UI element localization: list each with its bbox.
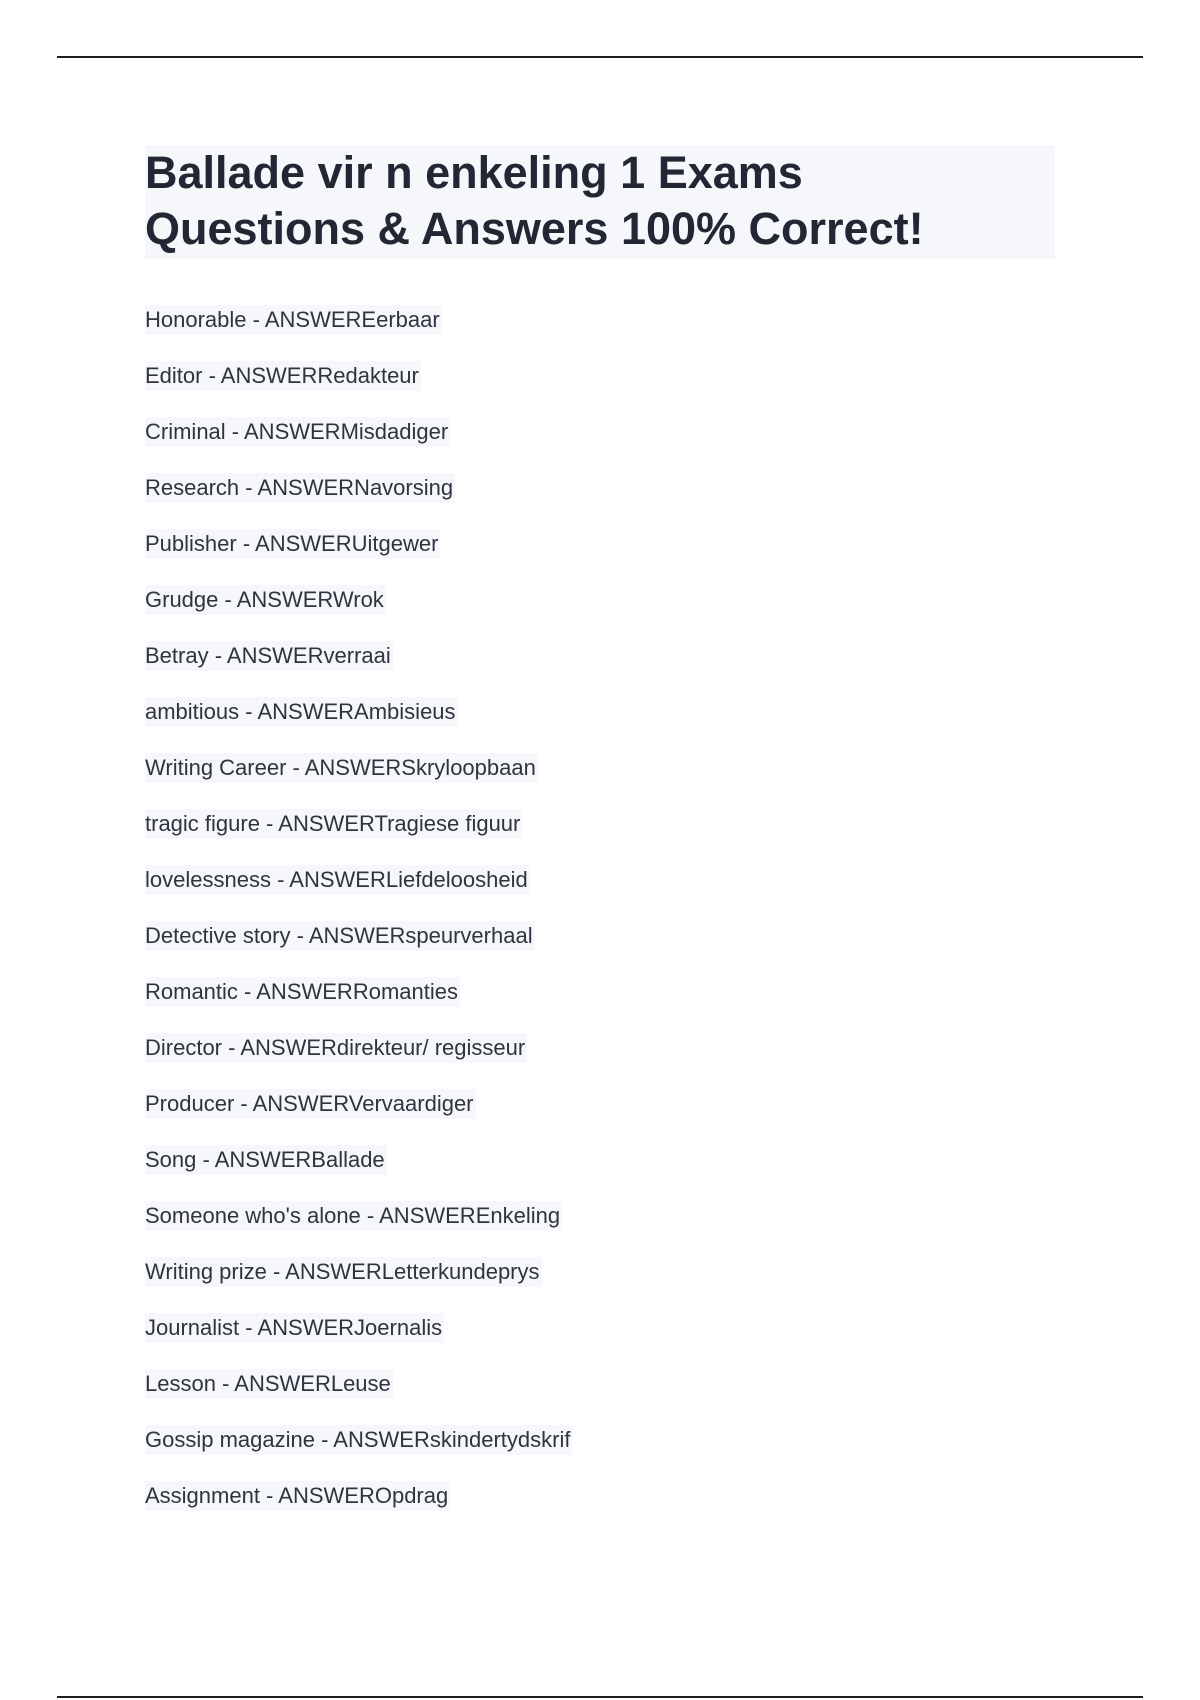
qa-text: Romantic - ANSWERRomanties xyxy=(145,977,460,1007)
document-body xyxy=(145,145,1055,1508)
list-item xyxy=(145,473,572,529)
list-item xyxy=(145,1425,572,1481)
qa-text: Journalist - ANSWERJoernalis xyxy=(145,1313,444,1343)
list-item xyxy=(145,1481,572,1537)
list-item xyxy=(145,977,572,1033)
list-item xyxy=(145,641,572,697)
list-item xyxy=(145,1369,572,1425)
list-item xyxy=(145,305,572,361)
list-item xyxy=(145,1145,572,1201)
list-item xyxy=(145,921,572,977)
qa-text: Betray - ANSWERverraai xyxy=(145,641,393,671)
list-item xyxy=(145,361,572,417)
qa-text: lovelessness - ANSWERLiefdeloosheid xyxy=(145,865,530,895)
list-item xyxy=(145,1033,572,1089)
qa-text: Director - ANSWERdirekteur/ regisseur xyxy=(145,1033,527,1063)
qa-text: Assignment - ANSWEROpdrag xyxy=(145,1481,450,1511)
list-item xyxy=(145,585,572,641)
list-item xyxy=(145,1089,572,1145)
qa-text: Editor - ANSWERRedakteur xyxy=(145,361,421,391)
qa-text: Writing Career - ANSWERSkryloopbaan xyxy=(145,753,538,783)
qa-list xyxy=(145,305,572,1537)
list-item xyxy=(145,1257,572,1313)
qa-text: Research - ANSWERNavorsing xyxy=(145,473,455,503)
list-item xyxy=(145,1313,572,1369)
qa-text: Song - ANSWERBallade xyxy=(145,1145,387,1175)
qa-text: Honorable - ANSWEREerbaar xyxy=(145,305,442,335)
qa-text: Producer - ANSWERVervaardiger xyxy=(145,1089,476,1119)
list-item xyxy=(145,417,572,473)
document-title xyxy=(145,145,1055,259)
qa-text: Writing prize - ANSWERLetterkundeprys xyxy=(145,1257,542,1287)
list-item xyxy=(145,1201,572,1257)
qa-text: tragic figure - ANSWERTragiese figuur xyxy=(145,809,522,839)
list-item xyxy=(145,865,572,921)
qa-text: Gossip magazine - ANSWERskindertydskrif xyxy=(145,1425,572,1455)
qa-text: Grudge - ANSWERWrok xyxy=(145,585,386,615)
qa-text: Criminal - ANSWERMisdadiger xyxy=(145,417,450,447)
list-item xyxy=(145,753,572,809)
qa-text: Someone who's alone - ANSWEREnkeling xyxy=(145,1201,562,1231)
qa-text: Lesson - ANSWERLeuse xyxy=(145,1369,393,1399)
bottom-rule xyxy=(57,1696,1143,1698)
title-line-2: Questions & Answers 100% Correct! xyxy=(145,203,924,254)
title-line-1: Ballade vir n enkeling 1 Exams xyxy=(145,147,803,198)
qa-text: Detective story - ANSWERspeurverhaal xyxy=(145,921,535,951)
list-item xyxy=(145,697,572,753)
qa-text: ambitious - ANSWERAmbisieus xyxy=(145,697,458,727)
qa-text: Publisher - ANSWERUitgewer xyxy=(145,529,440,559)
top-rule xyxy=(57,56,1143,58)
list-item xyxy=(145,529,572,585)
list-item xyxy=(145,809,572,865)
